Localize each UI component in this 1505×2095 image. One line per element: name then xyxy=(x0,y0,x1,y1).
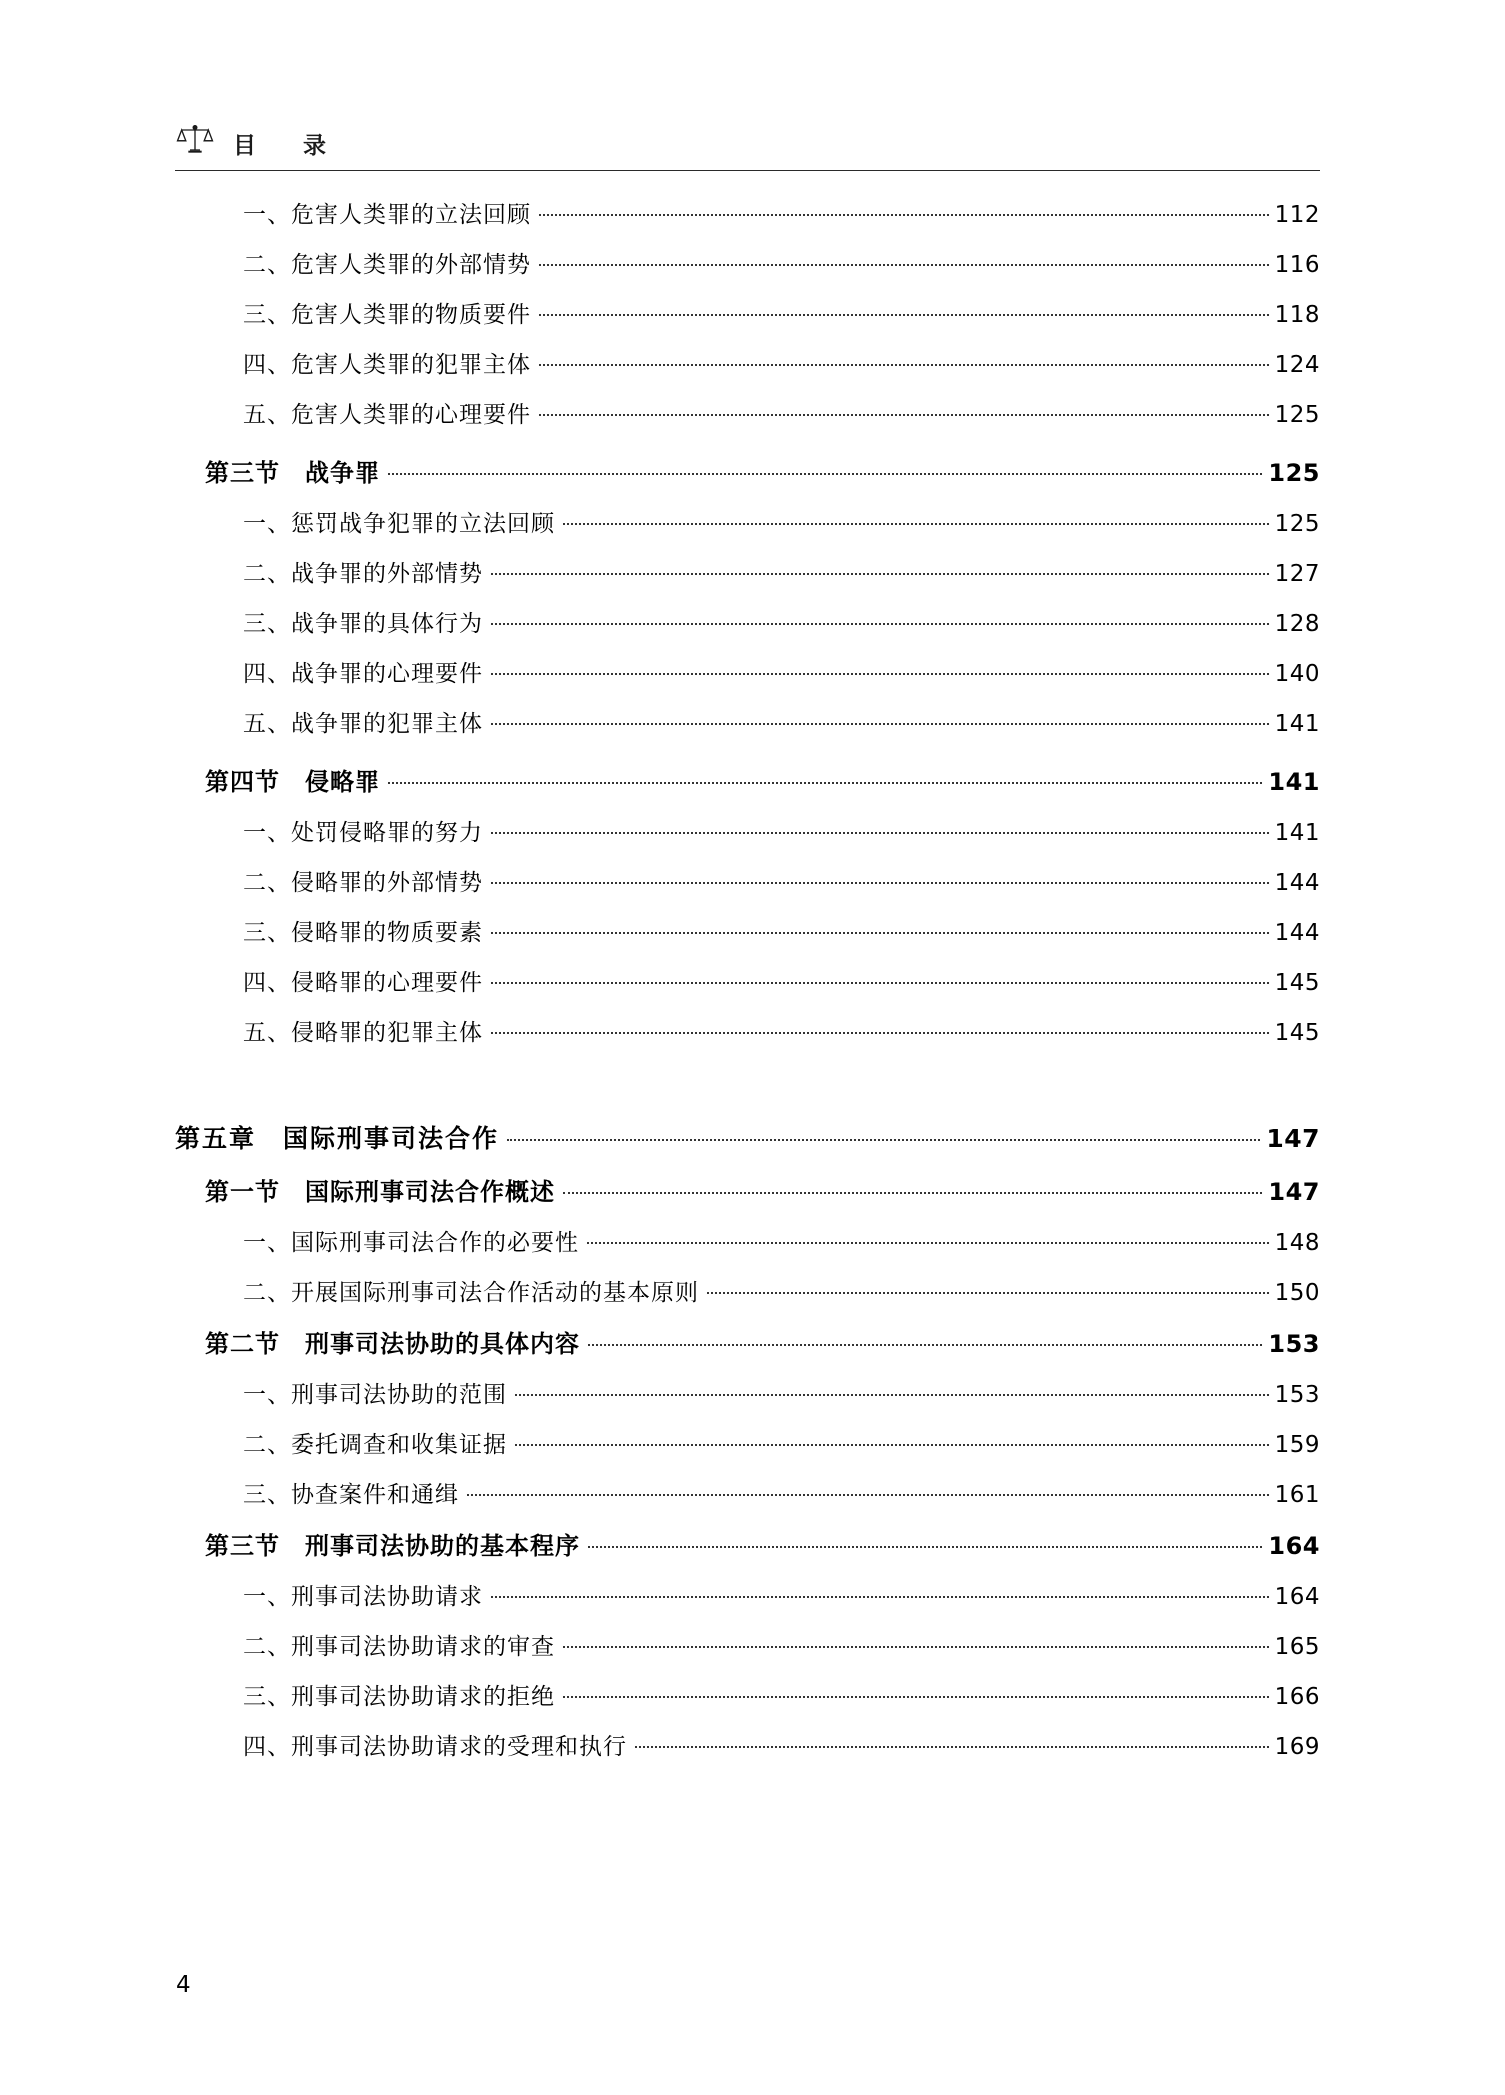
toc-entry-item[interactable] xyxy=(175,296,1320,329)
toc-entry-label: 一、国际刑事司法合作的必要性 xyxy=(243,1230,579,1256)
toc-entry-label: 二、委托调查和收集证据 xyxy=(243,1432,507,1458)
toc-leader-dots xyxy=(491,1596,1269,1598)
toc-leader-dots xyxy=(388,782,1262,784)
toc-entry-label: 一、刑事司法协助请求 xyxy=(243,1584,483,1610)
toc-entry-label: 五、侵略罪的犯罪主体 xyxy=(243,1020,483,1046)
toc-entry-label: 第五章 国际刑事司法合作 xyxy=(175,1124,500,1153)
toc-entry-page-number: 161 xyxy=(1274,1482,1320,1508)
toc-entry-item[interactable] xyxy=(175,655,1320,688)
toc-entry-page-number: 125 xyxy=(1268,459,1320,487)
toc-entry-label: 第三节 刑事司法协助的基本程序 xyxy=(205,1532,580,1560)
toc-entry-page-number: 124 xyxy=(1274,352,1320,378)
toc-leader-dots xyxy=(707,1292,1269,1294)
toc-entry-page-number: 147 xyxy=(1268,1178,1320,1206)
toc-entry-page-number: 112 xyxy=(1274,202,1320,228)
toc-entry-page-number: 150 xyxy=(1274,1280,1320,1306)
toc-entry-label: 四、刑事司法协助请求的受理和执行 xyxy=(243,1734,627,1760)
toc-leader-dots xyxy=(539,314,1269,316)
toc-entry-section[interactable] xyxy=(175,1324,1320,1359)
toc-entry-page-number: 118 xyxy=(1274,302,1320,328)
toc-entry-page-number: 164 xyxy=(1274,1584,1320,1610)
toc-entry-page-number: 164 xyxy=(1268,1532,1320,1560)
toc-entry-page-number: 141 xyxy=(1268,768,1320,796)
toc-entry-item[interactable] xyxy=(175,1376,1320,1409)
toc-leader-dots xyxy=(491,982,1269,984)
toc-entry-section[interactable] xyxy=(175,453,1320,488)
toc-entry-page-number: 153 xyxy=(1274,1382,1320,1408)
toc-leader-dots xyxy=(539,364,1269,366)
toc-leader-dots xyxy=(515,1444,1269,1446)
toc-leader-dots xyxy=(491,673,1269,675)
toc-leader-dots xyxy=(563,523,1269,525)
toc-entry-page-number: 165 xyxy=(1274,1634,1320,1660)
toc-entry-label: 二、危害人类罪的外部情势 xyxy=(243,252,531,278)
toc-entry-item[interactable] xyxy=(175,246,1320,279)
toc-entry-item[interactable] xyxy=(175,555,1320,588)
toc-entry-item[interactable] xyxy=(175,1426,1320,1459)
toc-entry-label: 二、侵略罪的外部情势 xyxy=(243,870,483,896)
toc-entry-item[interactable] xyxy=(175,505,1320,538)
toc-entry-label: 三、协查案件和通缉 xyxy=(243,1482,459,1508)
toc-entry-label: 四、战争罪的心理要件 xyxy=(243,661,483,687)
toc-entry-label: 一、惩罚战争犯罪的立法回顾 xyxy=(243,511,555,537)
page-header xyxy=(175,120,1320,176)
toc-leader-dots xyxy=(491,932,1269,934)
toc-entry-page-number: 159 xyxy=(1274,1432,1320,1458)
toc-entry-label: 三、危害人类罪的物质要件 xyxy=(243,302,531,328)
header-divider xyxy=(175,170,1320,171)
toc-entry-label: 四、侵略罪的心理要件 xyxy=(243,970,483,996)
toc-entry-page-number: 148 xyxy=(1274,1230,1320,1256)
toc-entry-item[interactable] xyxy=(175,705,1320,738)
folio-page-number: 4 xyxy=(176,1972,191,1998)
toc-entry-item[interactable] xyxy=(175,1476,1320,1509)
toc-leader-dots xyxy=(491,573,1269,575)
toc-entry-item[interactable] xyxy=(175,964,1320,997)
toc-leader-dots xyxy=(388,473,1262,475)
toc-leader-dots xyxy=(563,1646,1269,1648)
toc-entry-item[interactable] xyxy=(175,196,1320,229)
toc-entry-page-number: 127 xyxy=(1274,561,1320,587)
toc-entry-page-number: 147 xyxy=(1266,1124,1320,1153)
toc-entry-label: 四、危害人类罪的犯罪主体 xyxy=(243,352,531,378)
toc-entry-label: 五、危害人类罪的心理要件 xyxy=(243,402,531,428)
toc-entry-item[interactable] xyxy=(175,1224,1320,1257)
scales-of-justice-icon xyxy=(175,120,215,160)
toc-entry-item[interactable] xyxy=(175,1678,1320,1711)
toc-entry-page-number: 169 xyxy=(1274,1734,1320,1760)
toc-entry-page-number: 116 xyxy=(1274,252,1320,278)
toc-entry-label: 第一节 国际刑事司法合作概述 xyxy=(205,1178,555,1206)
toc-entry-item[interactable] xyxy=(175,864,1320,897)
toc-entry-label: 一、危害人类罪的立法回顾 xyxy=(243,202,531,228)
toc-entry-section[interactable] xyxy=(175,1172,1320,1207)
table-of-contents xyxy=(175,196,1320,1761)
toc-entry-page-number: 144 xyxy=(1274,870,1320,896)
toc-leader-dots xyxy=(588,1546,1262,1548)
toc-entry-page-number: 166 xyxy=(1274,1684,1320,1710)
toc-leader-dots xyxy=(563,1696,1269,1698)
toc-entry-page-number: 144 xyxy=(1274,920,1320,946)
toc-entry-label: 三、侵略罪的物质要素 xyxy=(243,920,483,946)
toc-entry-label: 一、处罚侵略罪的努力 xyxy=(243,820,483,846)
toc-entry-label: 三、战争罪的具体行为 xyxy=(243,611,483,637)
toc-entry-section[interactable] xyxy=(175,762,1320,797)
page-title: 目 录 xyxy=(233,133,338,159)
toc-entry-label: 五、战争罪的犯罪主体 xyxy=(243,711,483,737)
toc-leader-dots xyxy=(467,1494,1269,1496)
toc-entry-page-number: 145 xyxy=(1274,970,1320,996)
toc-leader-dots xyxy=(588,1344,1262,1346)
toc-entry-label: 二、战争罪的外部情势 xyxy=(243,561,483,587)
toc-entry-item[interactable] xyxy=(175,1014,1320,1047)
toc-entry-item[interactable] xyxy=(175,1728,1320,1761)
toc-entry-label: 二、开展国际刑事司法合作活动的基本原则 xyxy=(243,1280,699,1306)
toc-leader-dots xyxy=(491,1032,1269,1034)
toc-leader-dots xyxy=(515,1394,1269,1396)
toc-entry-page-number: 128 xyxy=(1274,611,1320,637)
toc-entry-item[interactable] xyxy=(175,346,1320,379)
toc-leader-dots xyxy=(563,1192,1262,1194)
toc-leader-dots xyxy=(635,1746,1269,1748)
toc-leader-dots xyxy=(507,1139,1260,1141)
toc-entry-label: 三、刑事司法协助请求的拒绝 xyxy=(243,1684,555,1710)
toc-entry-page-number: 153 xyxy=(1268,1330,1320,1358)
toc-leader-dots xyxy=(539,214,1269,216)
toc-entry-label: 第二节 刑事司法协助的具体内容 xyxy=(205,1330,580,1358)
toc-leader-dots xyxy=(587,1242,1269,1244)
toc-entry-page-number: 141 xyxy=(1274,820,1320,846)
toc-entry-item[interactable] xyxy=(175,814,1320,847)
toc-leader-dots xyxy=(491,623,1269,625)
toc-entry-page-number: 145 xyxy=(1274,1020,1320,1046)
toc-entry-item[interactable] xyxy=(175,605,1320,638)
toc-entry-label: 二、刑事司法协助请求的审查 xyxy=(243,1634,555,1660)
toc-entry-label: 第四节 侵略罪 xyxy=(205,768,380,796)
toc-entry-label: 第三节 战争罪 xyxy=(205,459,380,487)
toc-leader-dots xyxy=(491,882,1269,884)
toc-entry-item[interactable] xyxy=(175,1578,1320,1611)
toc-entry-chapter[interactable] xyxy=(175,1119,1320,1155)
toc-entry-item[interactable] xyxy=(175,914,1320,947)
toc-entry-page-number: 125 xyxy=(1274,402,1320,428)
toc-entry-item[interactable] xyxy=(175,396,1320,429)
toc-leader-dots xyxy=(539,414,1269,416)
toc-entry-item[interactable] xyxy=(175,1274,1320,1307)
toc-entry-section[interactable] xyxy=(175,1526,1320,1561)
toc-entry-page-number: 140 xyxy=(1274,661,1320,687)
toc-leader-dots xyxy=(491,832,1269,834)
toc-leader-dots xyxy=(491,723,1269,725)
toc-entry-label: 一、刑事司法协助的范围 xyxy=(243,1382,507,1408)
toc-entry-page-number: 141 xyxy=(1274,711,1320,737)
toc-leader-dots xyxy=(539,264,1269,266)
toc-entry-item[interactable] xyxy=(175,1628,1320,1661)
toc-entry-page-number: 125 xyxy=(1274,511,1320,537)
